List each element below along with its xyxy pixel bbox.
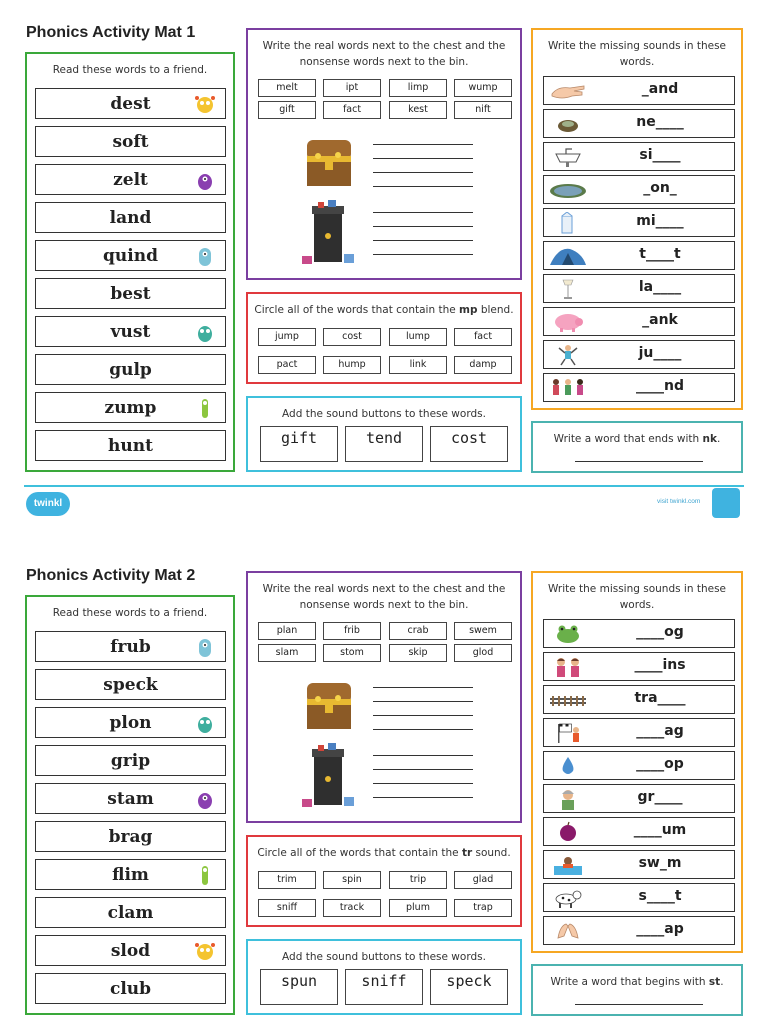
missing-word: t____t [639,246,681,262]
chest-write-line[interactable] [373,715,473,716]
purple-monster-icon [193,168,217,192]
chest-write-line[interactable] [373,144,473,145]
rubbish-bin-icon [298,196,358,268]
circle-word[interactable]: damp [454,356,512,374]
bin-write-line[interactable] [373,212,473,213]
sound-button-word[interactable]: cost [430,426,508,462]
read-instruction: Read these words to a friend. [52,64,208,76]
bin-write-line[interactable] [373,783,473,784]
missing-row[interactable] [543,76,735,105]
circle-word[interactable]: trim [258,871,316,889]
write-answer-line[interactable] [575,461,703,462]
word-chip: skip [389,644,447,662]
missing-row[interactable] [543,109,735,138]
circle-word[interactable]: fact [454,328,512,346]
read-word-row [35,897,226,928]
read-word: slod [110,940,151,961]
circle-word[interactable]: pact [258,356,316,374]
word-chip: nift [454,101,512,119]
write-word-panel [531,964,743,1016]
mat-title: Phonics Activity Mat 2 [26,567,196,584]
read-word-row [35,88,226,119]
chest-instruction: Write the real words next to the chest and the nonsense words next to the bin. [262,40,506,68]
read-word-row [35,669,226,700]
circle-word[interactable]: jump [258,328,316,346]
missing-word: _and [641,81,679,97]
chest-bin-panel [246,571,522,823]
bin-write-line[interactable] [373,240,473,241]
circle-words-panel [246,835,522,927]
missing-word: ____ins [634,657,686,673]
read-word-row [35,859,226,890]
sink-icon [548,146,588,168]
read-word: brag [108,826,153,847]
missing-row[interactable] [543,175,735,204]
read-word-row [35,164,226,195]
circle-word[interactable]: trip [389,871,447,889]
nest-icon [548,113,588,135]
missing-word: mi____ [636,213,684,229]
missing-word: _on_ [643,180,677,196]
green-monster-icon [193,396,217,420]
purple-monster-icon [193,787,217,811]
read-word: flim [112,864,149,885]
read-word: hunt [108,435,153,456]
rubbish-bin-icon [298,739,358,811]
write-word-panel [531,421,743,473]
read-word: club [109,978,152,999]
lamp-icon [548,278,588,300]
word-chip: ipt [323,79,381,97]
footer-divider [24,485,744,487]
jump-icon [548,344,588,366]
read-word: speck [103,674,158,695]
circle-focus: tr [461,847,473,859]
missing-row[interactable] [543,685,735,714]
missing-word: gr____ [637,789,683,805]
write-instruction: Write a word that begins with st. [550,976,724,988]
read-word-row [35,783,226,814]
read-word-row [35,745,226,776]
water-drop-icon [548,755,588,777]
sound-button-word[interactable]: sniff [345,969,423,1005]
milk-icon [548,212,588,234]
frog-icon [548,623,588,645]
plum-icon [548,821,588,843]
read-words-panel [25,595,235,1015]
chest-write-line[interactable] [373,729,473,730]
circle-word[interactable]: plum [389,899,447,917]
word-chip: stom [323,644,381,662]
read-word-row [35,126,226,157]
word-chip: glod [454,644,512,662]
bin-write-line[interactable] [373,797,473,798]
circle-instruction: Circle all of the words that contain the mp blend. [254,304,514,316]
write-answer-line[interactable] [575,1004,703,1005]
chest-instruction: Write the real words next to the chest and the nonsense words next to the bin. [262,583,506,611]
missing-sounds-panel [531,571,743,953]
chest-write-line[interactable] [373,158,473,159]
word-chip: melt [258,79,316,97]
missing-word: ____op [636,756,684,772]
missing-word: si____ [639,147,681,163]
hand-icon [548,80,588,102]
missing-row[interactable] [543,307,735,336]
read-word-row [35,430,226,461]
read-word: clam [107,902,154,923]
read-word: best [110,283,151,304]
word-chip: swem [454,622,512,640]
missing-row[interactable] [543,652,735,681]
word-chip: plan [258,622,316,640]
missing-word: _ank [642,312,678,328]
missing-word: ____um [633,822,687,838]
missing-instruction: Write the missing sounds in these words. [547,40,727,68]
missing-row[interactable] [543,883,735,912]
read-word: zump [104,397,157,418]
missing-word: ____ap [636,921,684,937]
chest-write-line[interactable] [373,701,473,702]
blue-monster-icon [193,635,217,659]
read-word-row [35,202,226,233]
word-chip: frib [323,622,381,640]
bin-write-line[interactable] [373,226,473,227]
read-word-row [35,707,226,738]
missing-row[interactable] [543,619,735,648]
missing-word: ne____ [636,114,684,130]
read-word-row [35,821,226,852]
circle-word[interactable]: lump [389,328,447,346]
missing-instruction: Write the missing sounds in these words. [547,583,727,611]
read-word-row [35,973,226,1004]
missing-sounds-panel [531,28,743,410]
sound-instruction: Add the sound buttons to these words. [282,408,486,420]
missing-row[interactable] [543,718,735,747]
band-icon [548,377,588,399]
word-chip: crab [389,622,447,640]
treasure-chest-icon [304,679,354,731]
missing-word: ____ag [636,723,684,739]
missing-row[interactable] [543,142,735,171]
word-chip: kest [389,101,447,119]
teal-monster-icon [193,320,217,344]
pig-bank-icon [548,311,588,333]
missing-word: ____nd [636,378,684,394]
missing-word: s____t [638,888,682,904]
spotted-dog-icon [548,887,588,909]
blue-monster-icon [193,244,217,268]
mat-title: Phonics Activity Mat 1 [26,24,196,41]
read-word: soft [112,131,149,152]
word-chip: limp [389,79,447,97]
word-chip: slam [258,644,316,662]
read-word: quind [103,245,158,266]
circle-words-panel [246,292,522,384]
circle-instruction: Circle all of the words that contain the tr sound. [257,847,511,859]
write-instruction: Write a word that ends with nk. [553,433,721,445]
clap-icon [548,920,588,942]
missing-row[interactable] [543,373,735,402]
read-word: frub [110,636,151,657]
yellow-monster-icon [193,92,217,116]
yellow-monster-icon [193,939,217,963]
missing-word: tra____ [634,690,686,706]
missing-row[interactable] [543,751,735,780]
treasure-chest-icon [304,136,354,188]
missing-row[interactable] [543,340,735,369]
missing-row[interactable] [543,850,735,879]
missing-row[interactable] [543,784,735,813]
chest-write-line[interactable] [373,687,473,688]
quality-badge-icon [712,488,740,518]
word-chip: gift [258,101,316,119]
missing-row[interactable] [543,274,735,303]
circle-word[interactable]: hump [323,356,381,374]
read-word-row [35,316,226,347]
activity-mat-2 [0,543,768,1024]
circle-word[interactable]: spin [323,871,381,889]
sound-button-word[interactable]: speck [430,969,508,1005]
read-word: plon [109,712,152,733]
read-word: dest [110,93,151,114]
chest-write-line[interactable] [373,172,473,173]
read-word-row [35,354,226,385]
flag-icon [548,722,588,744]
circle-word[interactable]: trap [454,899,512,917]
missing-row[interactable] [543,817,735,846]
read-word: zelt [113,169,148,190]
circle-word[interactable]: link [389,356,447,374]
read-word: stam [107,788,154,809]
train-track-icon [548,689,588,711]
read-word-row [35,935,226,966]
read-word-row [35,631,226,662]
sound-buttons-panel [246,396,522,472]
gran-icon [548,788,588,810]
missing-word: ____og [636,624,684,640]
missing-word: la____ [638,279,682,295]
read-word: grip [110,750,151,771]
sound-button-word[interactable]: tend [345,426,423,462]
circle-word[interactable]: glad [454,871,512,889]
read-instruction: Read these words to a friend. [52,607,208,619]
read-word-row [35,240,226,271]
sound-instruction: Add the sound buttons to these words. [282,951,486,963]
word-chip: wump [454,79,512,97]
bin-write-line[interactable] [373,769,473,770]
write-focus: st [708,976,721,988]
circle-word[interactable]: track [323,899,381,917]
circle-word[interactable]: sniff [258,899,316,917]
twins-icon [548,656,588,678]
visit-link[interactable]: visit twinkl.com [657,498,701,505]
circle-word[interactable]: cost [323,328,381,346]
sound-button-word[interactable]: spun [260,969,338,1005]
missing-row[interactable] [543,208,735,237]
sound-buttons-panel [246,939,522,1015]
sound-button-word[interactable]: gift [260,426,338,462]
chest-bin-panel [246,28,522,280]
green-monster-icon [193,863,217,887]
write-focus: nk [702,433,717,445]
read-word: land [109,207,152,228]
circle-focus: mp [459,304,478,316]
missing-word: sw_m [638,855,682,871]
twinkl-logo: twinkl [26,492,70,516]
read-word-row [35,392,226,423]
chest-write-line[interactable] [373,186,473,187]
swim-icon [548,854,588,876]
missing-row[interactable] [543,916,735,945]
read-words-panel [25,52,235,472]
bin-write-line[interactable] [373,254,473,255]
teal-monster-icon [193,711,217,735]
missing-row[interactable] [543,241,735,270]
missing-word: ju____ [638,345,682,361]
pond-icon [548,179,588,201]
tent-icon [548,245,588,267]
word-chip: fact [323,101,381,119]
read-word-row [35,278,226,309]
read-word: gulp [109,359,152,380]
read-word: vust [110,321,151,342]
bin-write-line[interactable] [373,755,473,756]
